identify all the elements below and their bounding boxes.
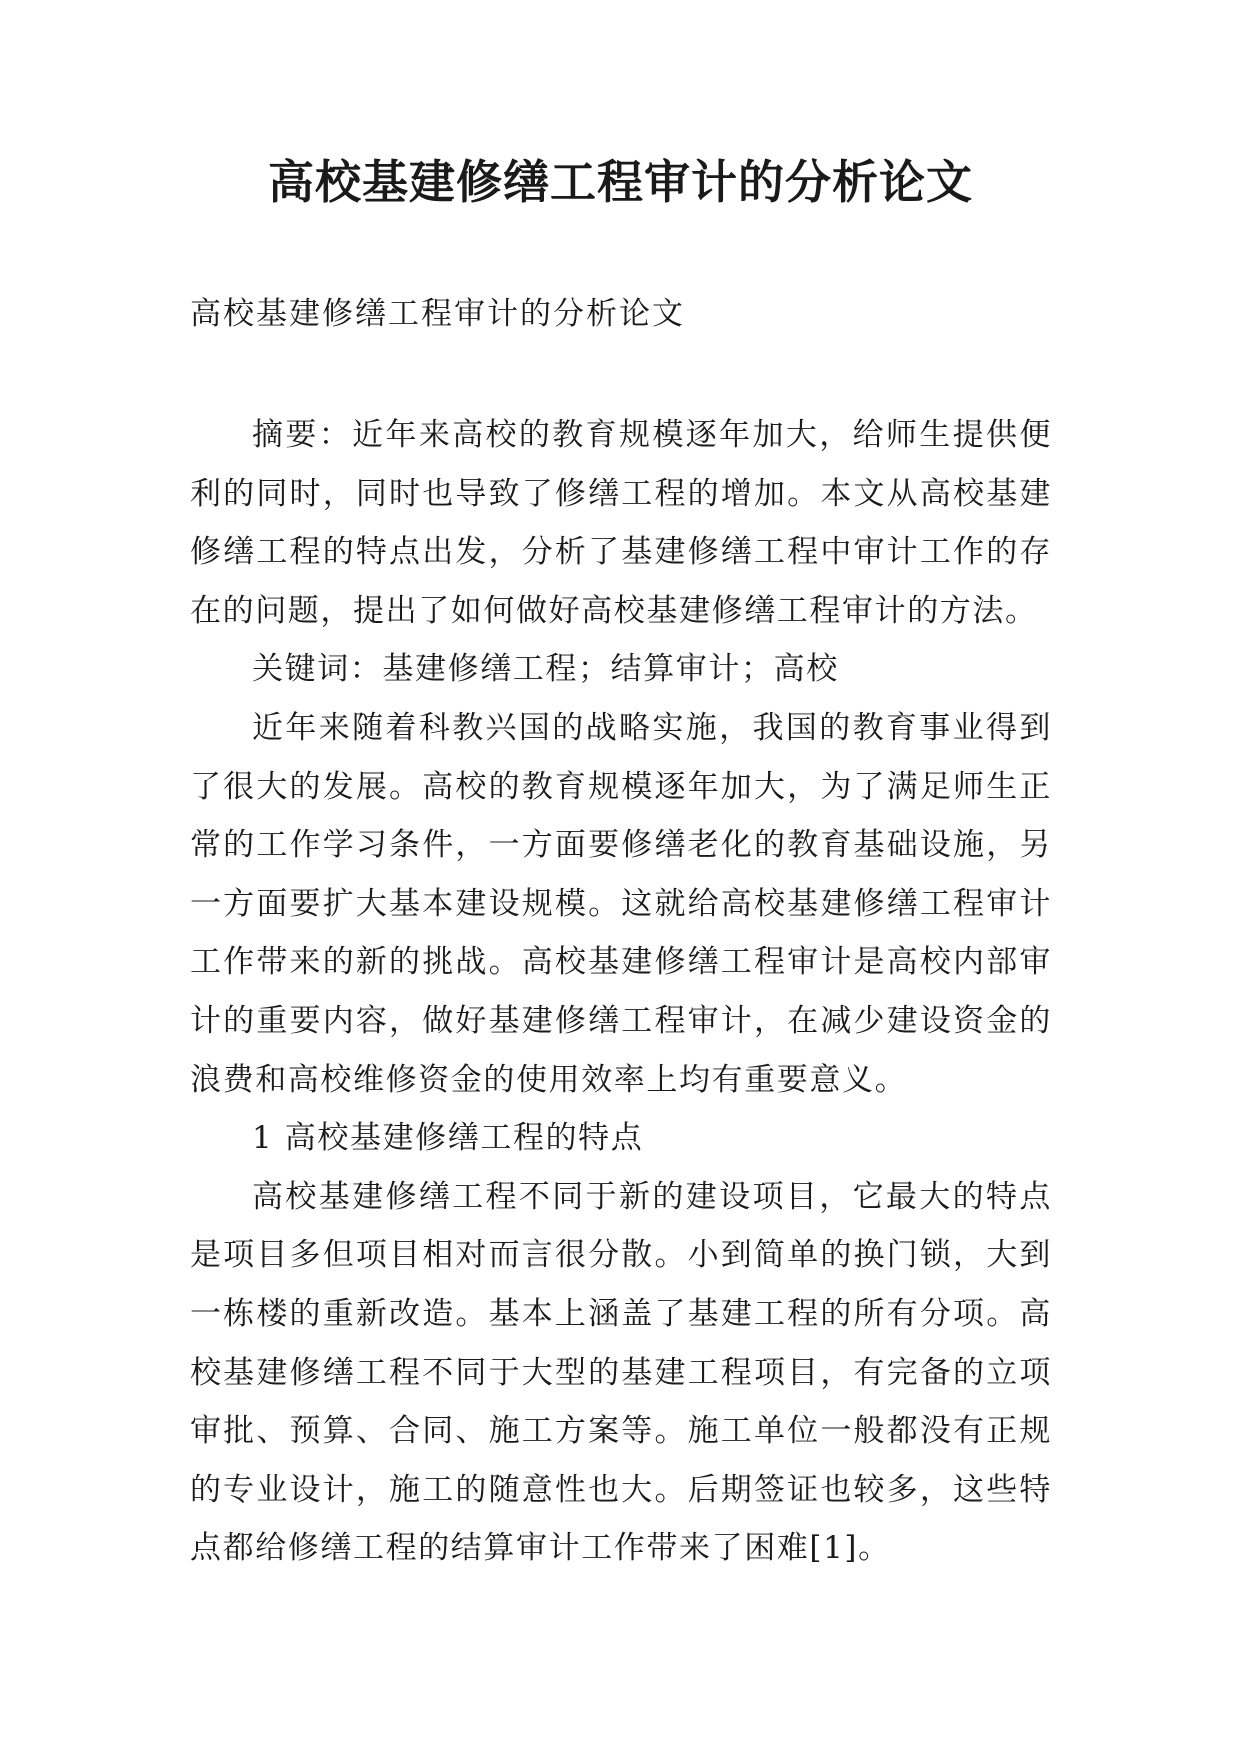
section-heading: 1 高校基建修缮工程的特点: [252, 1120, 644, 1157]
document-subtitle: 高校基建修缮工程审计的分析论文: [190, 296, 685, 332]
document-body: [190, 406, 1052, 1578]
keywords-paragraph: 关键词：基建修缮工程；结算审计；高校: [252, 651, 839, 688]
abstract-paragraph: 摘要：近年来高校的教育规模逐年加大，给师生提供便利的同时，同时也导致了修缮工程的增加。本文从高校基建修缮工程的特点出发，分析了基建修缮工程中审计工作的存在的问题，提出了如何做好高校基建修缮工程审计的方法。: [190, 417, 1052, 629]
intro-paragraph: 近年来随着科教兴国的战略实施，我国的教育事业得到了很大的发展。高校的教育规模逐年加大，为了满足师生正常的工作学习条件，一方面要修缮老化的教育基础设施，另一方面要扩大基本建设规模。这就给高校基建修缮工程审计工作带来的新的挑战。高校基建修缮工程审计是高校内部审计的重要内容，做好基建修缮工程审计，在减少建设资金的浪费和高校维修资金的使用效率上均有重要意义。: [190, 709, 1052, 1098]
section-paragraph: 高校基建修缮工程不同于新的建设项目，它最大的特点是项目多但项目相对而言很分散。小到简单的换门锁，大到一栋楼的重新改造。基本上涵盖了基建工程的所有分项。高校基建修缮工程不同于大型的基建工程项目，有完备的立项审批、预算、合同、施工方案等。施工单位一般都没有正规的专业设计，施工的随意性也大。后期签证也较多，这些特点都给修缮工程的结算审计工作带来了困难[1]。: [190, 1178, 1052, 1567]
document-title: 高校基建修缮工程审计的分析论文: [268, 155, 973, 209]
